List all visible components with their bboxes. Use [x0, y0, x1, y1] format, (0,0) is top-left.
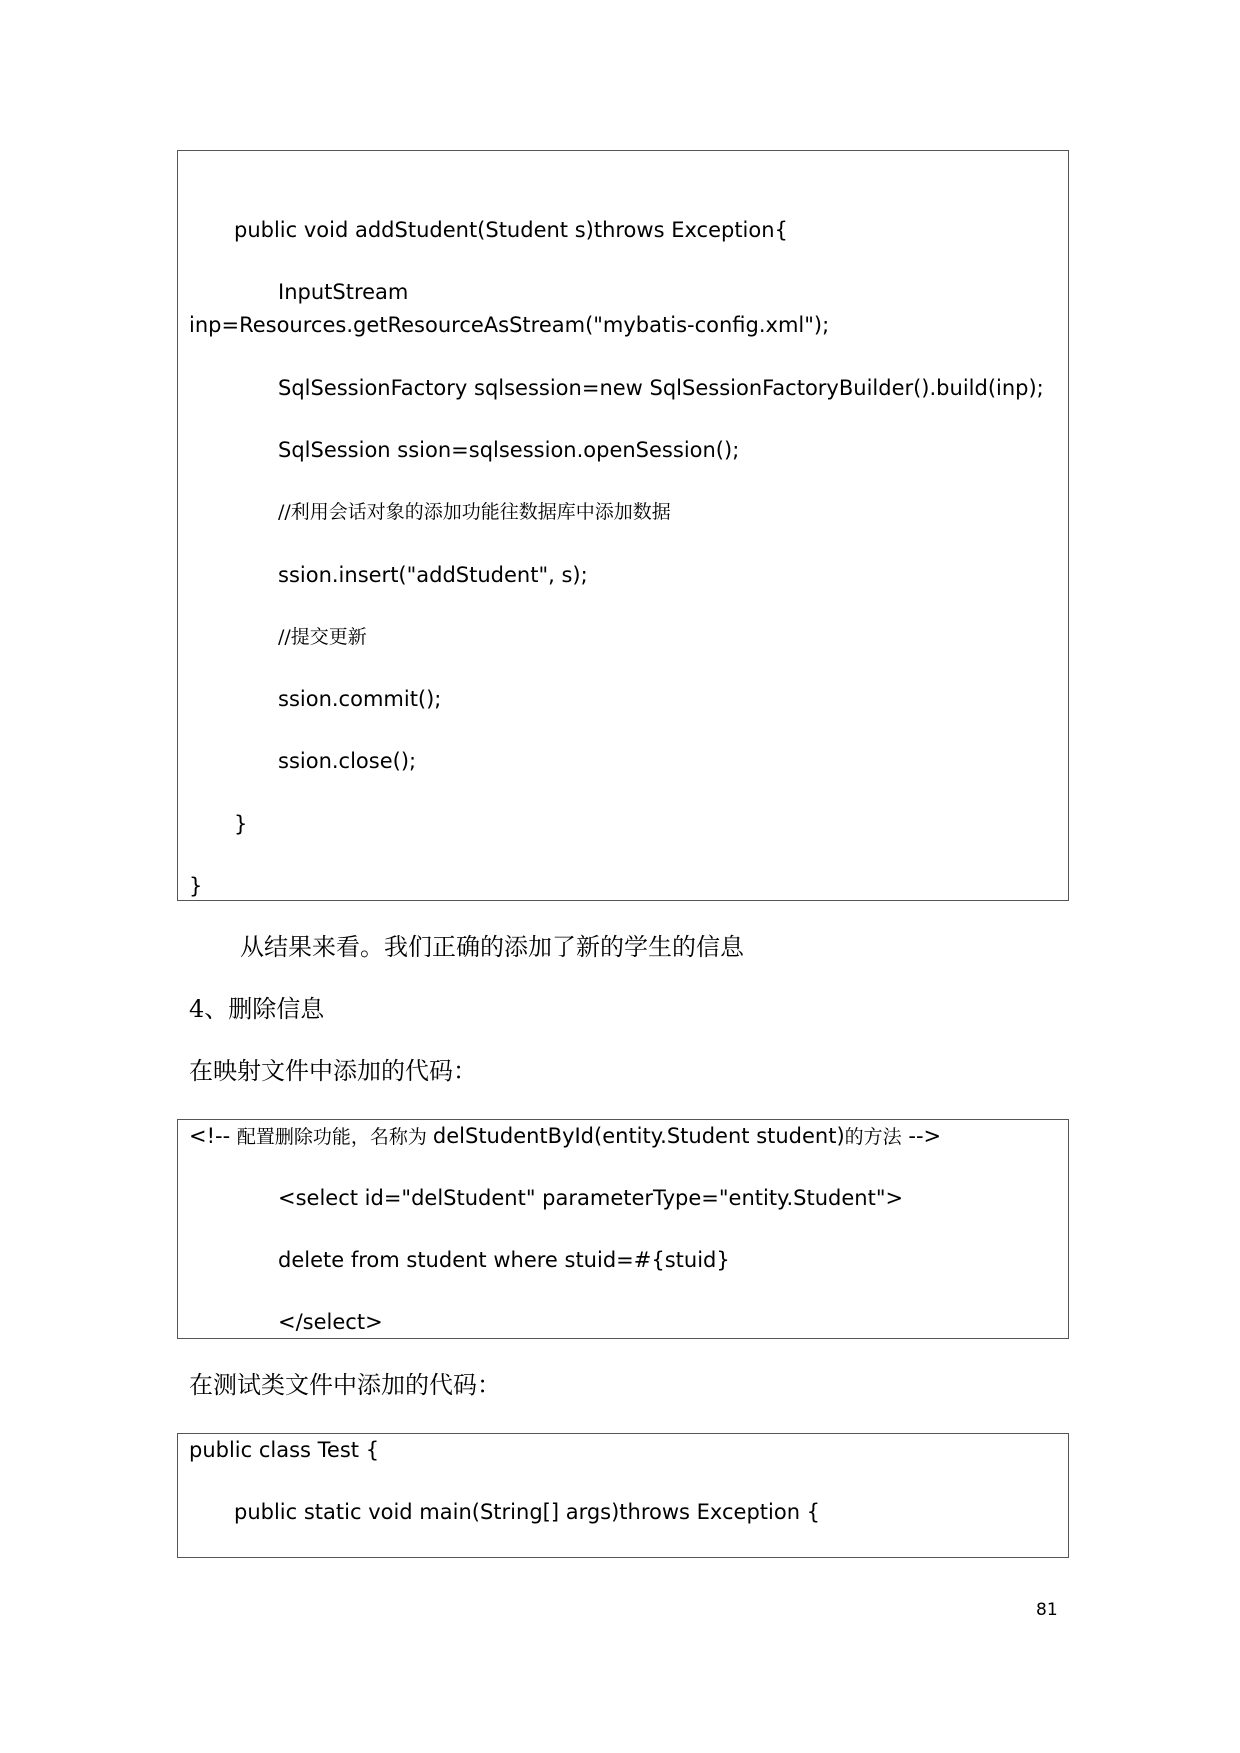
- result-paragraph: 从结果来看。我们正确的添加了新的学生的信息: [240, 933, 744, 961]
- code-line: ssion.insert("addStudent", s);: [278, 563, 588, 587]
- mapping-intro: 在映射文件中添加的代码：: [189, 1057, 477, 1085]
- section-heading: 4、删除信息: [189, 995, 325, 1023]
- comment-text: 配置删除功能，名称为: [236, 1126, 433, 1148]
- code-line: InputStream: [278, 280, 409, 304]
- code-line: </select>: [278, 1310, 383, 1334]
- code-line: SqlSessionFactory sqlsession=new SqlSessionFactoryBuilder().build(inp);: [278, 376, 1044, 400]
- code-block-add-student: [177, 150, 1069, 901]
- comment-text: 的方法: [844, 1126, 902, 1148]
- code-block-delete-mapping: [177, 1119, 1069, 1339]
- comment-method: delStudentById(entity.Student student): [432, 1124, 845, 1148]
- code-line: }: [189, 874, 203, 898]
- code-block-test-class: [177, 1433, 1069, 1558]
- code-line: ssion.close();: [278, 749, 417, 773]
- code-line: public static void main(String[] args)throws Exception {: [234, 1500, 821, 1524]
- comment-suffix: -->: [901, 1124, 942, 1148]
- comment-prefix: <!--: [189, 1124, 237, 1148]
- code-line: SqlSession ssion=sqlsession.openSession();: [278, 438, 740, 462]
- code-line: ssion.commit();: [278, 687, 442, 711]
- code-line: <select id="delStudent" parameterType="entity.Student">: [278, 1186, 904, 1210]
- code-line: public class Test {: [189, 1438, 380, 1462]
- page-number: 81: [1036, 1600, 1058, 1620]
- code-line: public void addStudent(Student s)throws Exception{: [234, 218, 788, 242]
- code-comment: //提交更新: [278, 626, 367, 648]
- xml-comment-line: [189, 1121, 941, 1152]
- test-intro: 在测试类文件中添加的代码：: [189, 1371, 501, 1399]
- code-comment: //利用会话对象的添加功能往数据库中添加数据: [278, 501, 671, 523]
- code-line: }: [234, 812, 248, 836]
- code-line: inp=Resources.getResourceAsStream("mybatis-config.xml");: [189, 313, 830, 337]
- code-line: delete from student where stuid=#{stuid}: [278, 1248, 730, 1272]
